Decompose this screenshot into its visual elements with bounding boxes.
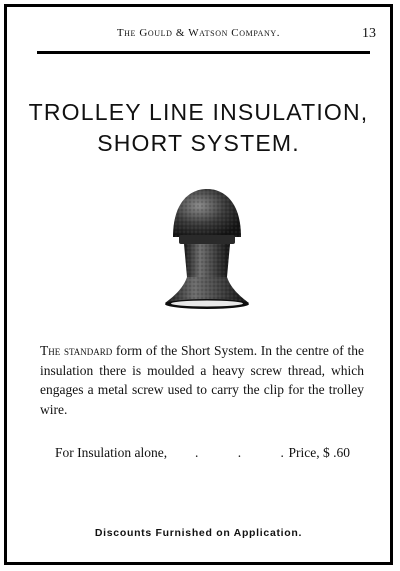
description-paragraph <box>40 341 364 419</box>
title-line-1: TROLLEY LINE INSULATION, <box>28 99 369 125</box>
company-name: The Gould & Watson Company. <box>116 27 281 39</box>
page-title <box>7 97 390 159</box>
description-lead: The standard <box>40 343 113 358</box>
price-leader: . . . <box>195 445 302 460</box>
page-number: 13 <box>362 26 376 41</box>
description-text: form of the Short System. In the centre of the insulation there is moulded a heavy screw thread, which engages a metal screw used to carry the clip for the trolley wire. <box>40 343 364 417</box>
insulator-collar <box>179 235 235 244</box>
page-frame <box>4 4 393 565</box>
price-line <box>55 445 350 465</box>
insulator-illustration <box>157 185 257 315</box>
title-line-2: SHORT SYSTEM. <box>97 130 300 156</box>
running-head <box>17 27 380 45</box>
footer-note: Discounts Furnished on Application. <box>94 527 303 539</box>
price-label: For Insulation alone, <box>55 445 168 460</box>
header-rule <box>37 51 370 54</box>
price-value: Price, $ .60 <box>288 445 350 460</box>
